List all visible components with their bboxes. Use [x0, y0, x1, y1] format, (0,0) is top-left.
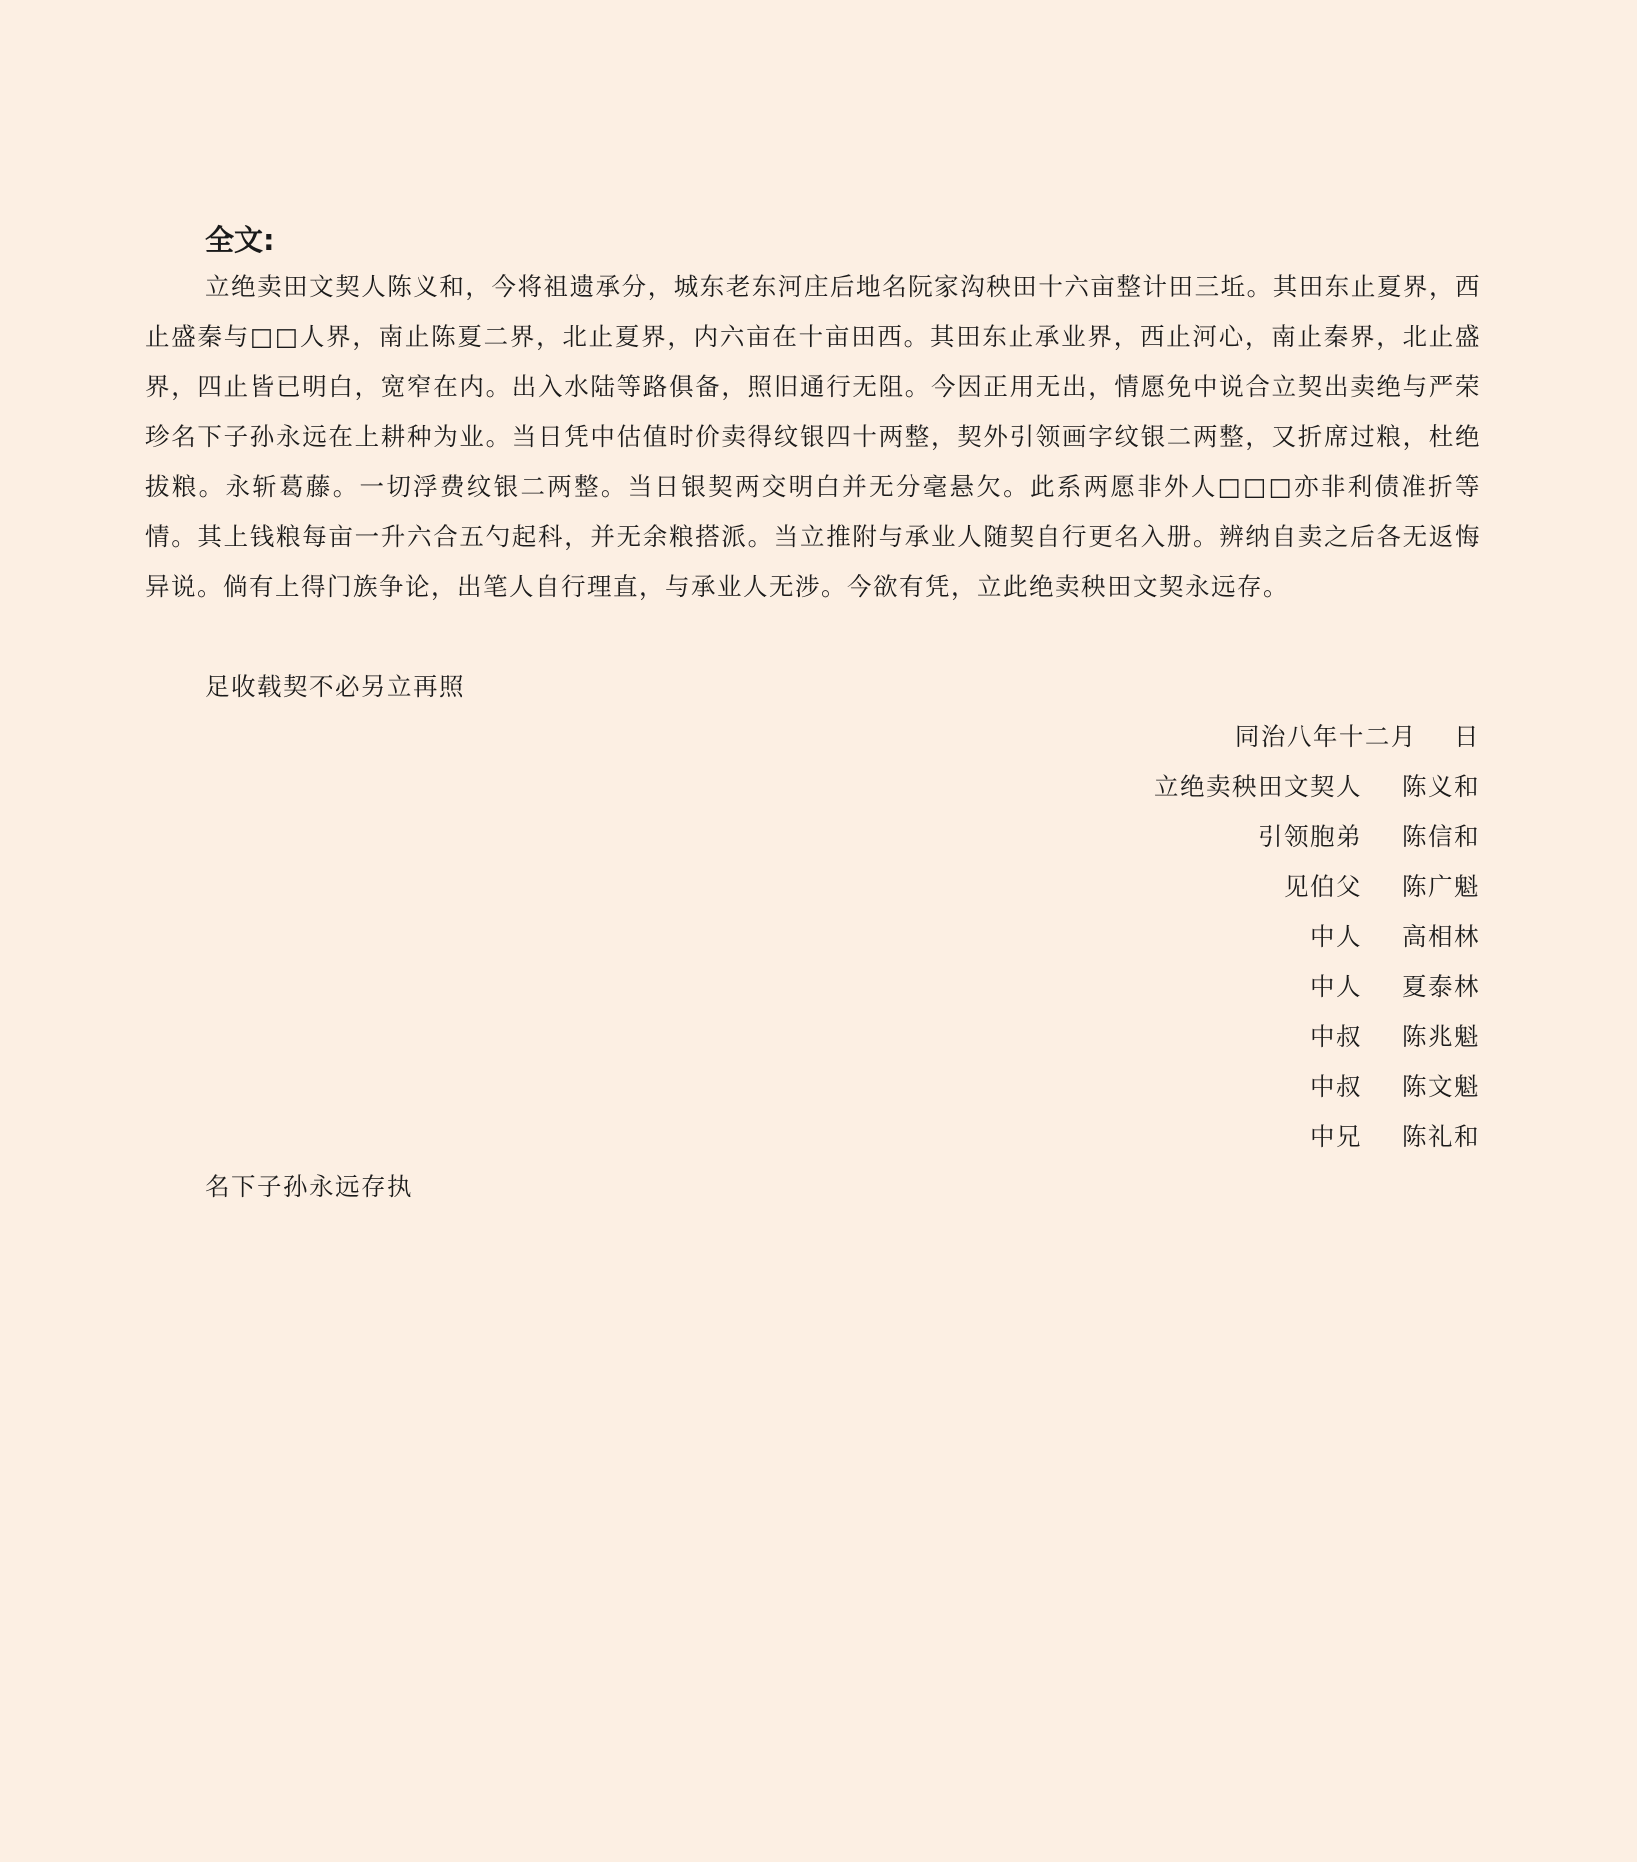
signature-row	[1154, 812, 1480, 862]
signature-name: 陈礼和	[1402, 1122, 1480, 1151]
signature-row	[1154, 1012, 1480, 1062]
signature-name: 陈文魁	[1402, 1072, 1480, 1101]
signature-name: 陈信和	[1402, 822, 1480, 851]
signature-row	[1154, 862, 1480, 912]
contract-date: 同治八年十二月 日	[1234, 722, 1480, 751]
signature-role: 见伯父	[1284, 872, 1362, 901]
signature-role: 中叔	[1310, 1072, 1362, 1101]
document-heading: 全文:	[205, 223, 275, 257]
signature-role: 立绝卖秧田文契人	[1154, 772, 1362, 801]
signature-role: 中人	[1310, 922, 1362, 951]
signature-role: 中兄	[1310, 1122, 1362, 1151]
contract-body-text: 立绝卖田文契人陈义和，今将祖遗承分，城东老东河庄后地名阮家沟秧田十六亩整计田三坵。其田东止夏界，西止盛秦与□□人界，南止陈夏二界，北止夏界，内六亩在十亩田西。其田东止承业界，西止河心，南止秦界，北止盛界，四止皆已明白，宽窄在内。出入水陆等路俱备，照旧通行无阻。今因正用无出，情愿免中说合立契出卖绝与严荣珍名下子孙永远在上耕种为业。当日凭中估值时价卖得纹银四十两整，契外引领画字纹银二两整，又折席过粮，杜绝拔粮。永斩葛藤。一切浮费纹银二两整。当日银契两交明白并无分毫悬欠。此系两愿非外人□□□亦非利债准折等情。其上钱粮每亩一升六合五勺起科，并无余粮搭派。当立推附与承业人随契自行更名入册。辨纳自卖之后各无返悔异说。倘有上得门族争论，出笔人自行理直，与承业人无涉。今欲有凭，立此绝卖秧田文契永远存。	[145, 272, 1481, 601]
signature-row	[1154, 962, 1480, 1012]
signature-row	[1154, 762, 1480, 812]
retention-note: 名下子孙永远存执	[205, 1172, 413, 1201]
signature-role: 引领胞弟	[1258, 822, 1362, 851]
signature-row	[1154, 1112, 1480, 1162]
signature-name: 陈义和	[1402, 772, 1480, 801]
signature-name: 夏泰林	[1402, 972, 1480, 1001]
signature-name: 陈广魁	[1402, 872, 1480, 901]
signature-list	[1154, 762, 1480, 1162]
receipt-note: 足收载契不必另立再照	[205, 672, 465, 701]
signature-name: 陈兆魁	[1402, 1022, 1480, 1051]
signature-row	[1154, 1062, 1480, 1112]
signature-role: 中叔	[1310, 1022, 1362, 1051]
signature-role: 中人	[1310, 972, 1362, 1001]
signature-name: 高相林	[1402, 922, 1480, 951]
signature-row	[1154, 912, 1480, 962]
